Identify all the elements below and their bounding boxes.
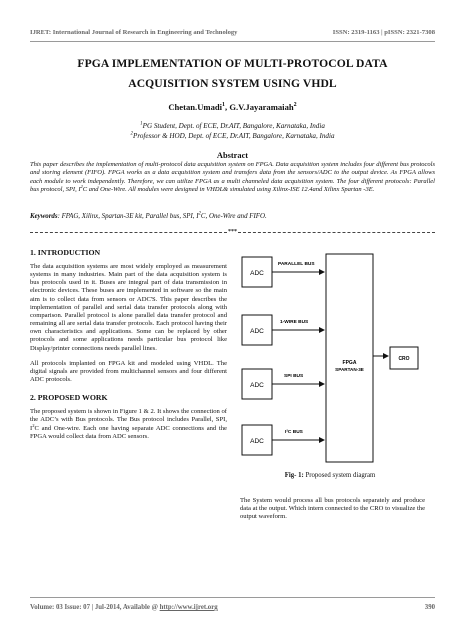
affiliation-1-mark: 1 [140,121,143,127]
bus-label-spi: SPI BUS [284,374,304,379]
fpga-box [326,254,373,462]
paper-title-line-1: FPGA IMPLEMENTATION OF MULTI-PROTOCOL DATA [77,57,388,70]
running-header [30,28,435,37]
affiliation-1-text: PG Student, Dept. of ECE, Dr.AIT, Bangalore, Karnataka, India [142,122,325,130]
abstract-text-b: C and One-Wire. All modules were designed in VHDL& simulated using Xilinx-ISE 12.4and Xilinx Spartan -3E. [82,186,375,194]
keywords-text-a: : FPAG, Xilinx, Spartan-3E kit, Parallel bus, SPI, I [57,213,199,220]
adc-label-3: ADC [250,382,264,389]
proposed-work-paragraph [30,408,227,441]
running-footer [30,604,435,611]
footer-issue-text: Volume: 03 Issue: 07 | Jul-2014, Available @ [30,604,160,611]
intro-paragraph-2: All protocols implanted on FPGA kit and modeled using VHDL. The digital signals are provided from multichannel sensors and four different ADC protocols. [30,359,227,384]
section-divider [30,229,435,235]
abstract-text [30,161,435,195]
divider-rule-right [238,232,435,233]
affiliation-2-text: Professor & HOD, Dept. of ECE, Dr.AIT, Bangalore, Karnataka, India [132,132,335,140]
issn: ISSN: 2319-1163 | pISSN: 2321-7308 [332,29,435,36]
keywords-label: Keywords [30,213,58,220]
adc-label-4: ADC [250,438,264,445]
affiliation-1 [30,122,435,130]
affiliation-2-mark: 2 [130,131,133,137]
journal-name: IJRET: International Journal of Research in Engineering and Technology [30,29,238,36]
footer-issue [30,604,218,611]
page-number: 390 [424,604,435,611]
author-separator: , [225,102,230,112]
proposed-sup: 2 [32,422,35,428]
proposed-text-b: C and One-wire. Each one having separate ADC connections and the FPGA would collect data from ADC sensors. [30,424,227,440]
adc-label-2: ADC [250,328,264,335]
keywords-text-b: C, One-Wire and FIFO. [200,213,267,220]
footer-rule [30,597,435,598]
system-diagram-svg [240,252,420,472]
divider-rule-left [30,232,227,233]
adc-label-1: ADC [250,270,264,277]
keywords-sup: 2 [198,211,201,217]
right-column-paragraph: The System would process all bus protocols separately and produce data at the output. Which intern connected to the CRO to visualize the output waveform. [240,496,426,520]
bus-label-i2c: I²C BUS [285,430,303,435]
author-1-mark: 1 [222,102,226,109]
author-1: Chetan.Umadi [168,102,223,112]
system-diagram [240,252,420,472]
figure-caption-text: Proposed system diagram [303,472,376,479]
author-list [30,102,435,112]
proposed-work-heading: 2. PROPOSED WORK [30,393,108,403]
cro-label: CRO [398,356,410,362]
fpga-model-label: SPARTAN-3E [335,367,364,372]
author-2-mark: 2 [293,102,297,109]
bus-label-1wire: 1-WIRE BUS [280,320,309,325]
bus-label-parallel: PARALLEL BUS [278,262,315,267]
intro-paragraph-1: The data acquisition systems are most widely employed as measurement systems in many industries. Main part of the data acquisition system is bus protocols used in it. Buses are integral part of data transmission in electronic devices. These buses are implemented in software so the main aim is to collect data from sensors or ADC'S. This paper describes the implementation of parallel and serial data transfer protocols along with comparison. Parallel protocol is alone parallel data transfer protocol and remaining all are serial data transfer protocols. Each protocol having their own characteristics and applications. Some can be replaced by other protocols and some applications needs particular bus protocol like Display/printer connections needs parallel lines. [30,263,227,352]
left-column [30,248,227,448]
abstract-heading: Abstract [216,151,249,160]
fpga-label: FPGA [342,360,357,366]
journal-link[interactable]: http://www.ijret.org [159,604,218,611]
intro-heading: 1. INTRODUCTION [30,248,101,257]
header-rule [30,41,435,42]
paper-title-line-2: ACQUISITION SYSTEM USING VHDL [128,77,337,90]
abstract-sup: 2 [80,184,83,190]
keywords [30,213,435,220]
abstract-text-a: This paper describes the implementation of multi-protocol data acquisition system on FPGA. Data acquisition system includes four different bus protocols and storing element (FIFO). FPGA works as a data acquisition system and transfers data from the sensors/ADC to the output device. As FPGA allows each module to work independently. Therefore, we can utilize FPGA as a multi channeled data acquisition system. The four different protocols: Parallel bus protocol, SPI, I [30,161,435,194]
figure-caption-label: Fig- 1: [284,472,304,479]
figure-caption [240,472,420,479]
affiliation-2 [30,132,435,140]
proposed-text-a: The proposed system is shown in Figure 1 & 2. It shows the connection of the ADC’s with Bus protocols. The Bus protocol includes Parallel, SPI, I [30,408,227,432]
author-2: G.V.Jayaramaiah [229,102,294,112]
divider-mark: *** [228,229,237,235]
